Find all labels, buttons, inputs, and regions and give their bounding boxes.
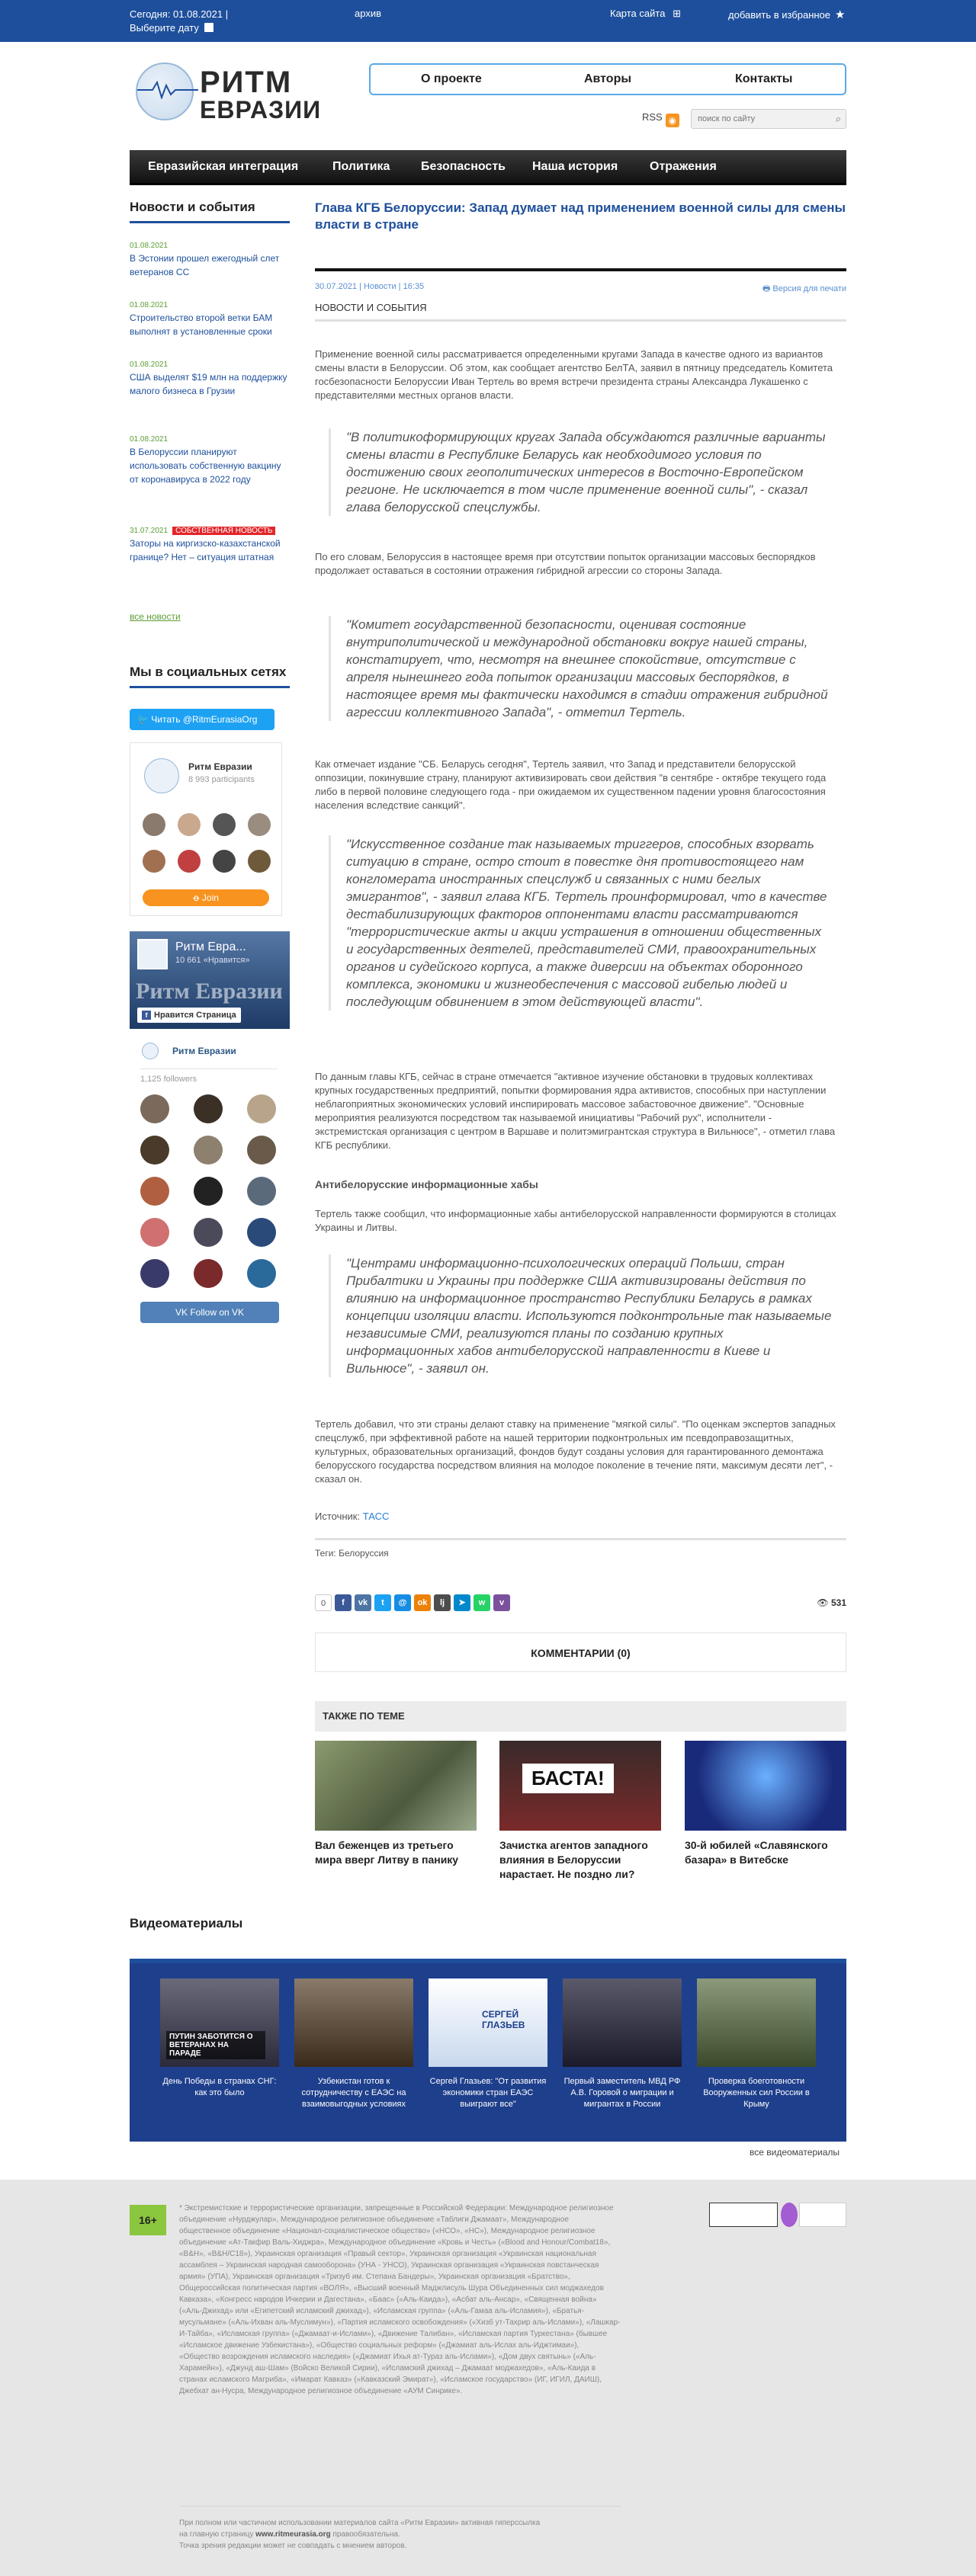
video-item[interactable]: [563, 1978, 682, 2110]
follower-avatar: [247, 1259, 276, 1288]
footer-disclaimer: * Экстремистские и террористические организации, запрещенные в Российской Федерации: Международное религиозное объединение «Нурджулар», Международное религиозное объединение «Таблиги Джамаат», Международное общественное объединение «Национал-социалистическое общество» («НСО», «НС»), Международное религиозное объединение «Ат-Такфир Валь-Хиджра», Международное объединение «Кровь и Честь» («Blood and Honour/Combat18», «В&H», «В&H/C18»), Украинская организация «Правый сектор», Украинская организация «Украинская национальная ассамблея – Украинская народная самооборона» (УНА - УНСО), Украинская организация «Украинская повстанческая армия» (УПА), Украинская организация «Тризуб им. Степана Бандеры», Украинская организация «Братство», Общероссийская политическая партия «ВОЛЯ», «Высший военный Маджлисуль Шура Объединенных сил моджахедов Кавказа», «Конгресс народов Ичкерии и Дагестана», «Баас» («Аль-Каида»), «Асбат аль-Ансар», «Священная война» («Аль-Джихад» или «Египетский исламский джихад»), «Исламская группа» («Аль-Гамаа аль-Исламия»), «Братья-мусульмане» («Аль-Ихван аль-Муслимун»), «Партия исламского освобождения» («Хизб ут-Тахрир аль-Ислами»), «Лашкар-И-Тайба», «Исламская группа» («Джамаат-и-Ислами»), «Движение Талибан», «Исламская партия Туркестана» (бывшее «Исламское движение Узбекистана»), «Общество социальных реформ» («Джамиат аль-Ислах аль-Иджтимаи»), «Общество возрождения исламского наследия» («Джамиат Ихья ат-Тураз аль-Ислами»), «Дом двух святынь» («Аль-Харамейн»), «Джунд аш-Шам» (Войско Великой Сирии), «Исламский джихад – Джамаат моджахедов», «Аль-Каида в странах исламского Магриба», «Имарат Кавказ» («Кавказский Эмират»), «Исламское государство» (ИГ, ИГИЛ, ДАИШ), Джебхат ан-Нусра, Международное религиозное объединение «АУМ Синрике».: [179, 2204, 621, 2395]
article-rubric: НОВОСТИ И СОБЫТИЯ: [315, 302, 846, 322]
pulse-line-icon: [137, 81, 198, 99]
related-item[interactable]: [499, 1741, 661, 1882]
member-avatar: [213, 813, 236, 836]
ok-avatar: [144, 758, 179, 793]
nav-security[interactable]: Безопасность: [421, 160, 506, 173]
member-avatar: [178, 813, 201, 836]
top-nav: [369, 63, 846, 95]
quote-4: "Центрами информационно-психологических операций Польши, стран Прибалтики и Украины при поддержке США активизированы действия по влиянию на информационное пространство Республики Беларусь в рамках концепции изоляции власти. Используются подконтрольные так называемые независимые СМИ, реализуются планы по созданию крупных информационных хабов антибелорусской направленности в Киеве и Вильнюсе", - заявил он.: [329, 1254, 832, 1377]
facebook-widget[interactable]: [130, 931, 290, 1029]
liveinternet-counter[interactable]: [709, 2203, 778, 2227]
video-thumbnail-caption: СЕРГЕЙ ГЛАЗЬЕВ: [482, 2009, 525, 2030]
nav-politics[interactable]: Политика: [332, 160, 390, 173]
video-thumbnail[interactable]: [563, 1978, 682, 2067]
telegram-share-icon[interactable]: ➤: [454, 1594, 470, 1611]
rss-icon: ◉: [666, 114, 679, 127]
news-title[interactable]: США выделят $19 млн на поддержку малого бизнеса в Грузии: [130, 372, 287, 396]
calendar-icon[interactable]: [204, 23, 214, 32]
counters: [709, 2203, 846, 2228]
video-title[interactable]: Проверка боеготовности Вооруженных сил России в Крыму: [703, 2077, 810, 2109]
tags: [315, 1538, 846, 1559]
ok-join-button[interactable]: [143, 889, 269, 906]
section-heading: Антибелорусские информационные хабы: [315, 1178, 538, 1190]
follower-avatar: [247, 1177, 276, 1206]
related-title[interactable]: 30-й юбилей «Славянского базара» в Витебске: [685, 1839, 828, 1866]
facebook-share-icon[interactable]: f: [335, 1594, 352, 1611]
share-bar: [315, 1594, 846, 1614]
viber-share-icon[interactable]: v: [493, 1594, 510, 1611]
related-image[interactable]: [315, 1741, 477, 1831]
follower-avatar: [140, 1136, 169, 1165]
vk-widget: [130, 1043, 290, 1424]
ok-participants: 8 993 participants: [188, 775, 255, 784]
member-avatar: [248, 813, 271, 836]
video-thumbnail[interactable]: [429, 1978, 547, 2067]
rss-label: RSS: [642, 111, 663, 123]
search-icon[interactable]: ⌕: [835, 113, 841, 124]
follower-avatar: [194, 1177, 223, 1206]
video-thumbnail-caption: ПУТИН ЗАБОТИТСЯ О ВЕТЕРАНАХ НА ПАРАДЕ: [166, 2031, 265, 2059]
whatsapp-share-icon[interactable]: w: [474, 1594, 490, 1611]
paragraph-1: Применение военной силы рассматривается определенными кругами Запада в качестве одного из вариантов смены власти в Белоруссии. Об этом, как сообщает агентство БелТА, заявил в пятницу председатель Комитета госбезопасности Белоруссии Иван Тертель во время встречи президента страны Александра Лукашенко с представителями местных органов власти.: [315, 348, 833, 401]
tags-label: Теги:: [315, 1548, 336, 1559]
follower-avatar: [140, 1259, 169, 1288]
twitter-label: Читать @RitmEurasiaOrg: [151, 714, 258, 725]
video-thumbnail[interactable]: [160, 1978, 279, 2067]
news-title[interactable]: Строительство второй ветки БАМ выполнят в установленные сроки: [130, 312, 273, 337]
news-title[interactable]: В Белоруссии планируют использовать собственную вакцину от коронавируса в 2022 году: [130, 447, 281, 485]
footer-copyright: [179, 2506, 621, 2552]
nav-contacts[interactable]: Контакты: [735, 72, 793, 85]
fb-page-name[interactable]: Ритм Евра...: [175, 940, 246, 953]
share-count: 0: [315, 1594, 332, 1611]
news-date: 01.08.2021: [130, 435, 169, 444]
fb-page-avatar: [137, 939, 168, 969]
main-nav: [130, 150, 846, 185]
sitemap-label: Карта сайта: [610, 8, 666, 19]
sitemap-icon: ⊞: [673, 8, 681, 19]
comments-button[interactable]: КОММЕНТАРИИ (0): [315, 1632, 846, 1672]
all-videos-link[interactable]: все видеоматериалы: [750, 2147, 840, 2158]
logo-line1: РИТМ: [200, 66, 293, 99]
follower-avatar: [247, 1094, 276, 1123]
add-favorites-link[interactable]: [728, 8, 845, 21]
videos-block: [130, 1959, 846, 2142]
age-rating-badge: 16+: [130, 2205, 166, 2235]
copyright-line2-post: правообязательна.: [332, 2530, 400, 2539]
vk-share-icon[interactable]: vk: [355, 1594, 371, 1611]
member-avatar: [143, 850, 165, 873]
news-item[interactable]: [130, 434, 290, 486]
follower-avatar: [140, 1218, 169, 1247]
video-item[interactable]: [429, 1978, 547, 2110]
fb-banner-text: Ритм Евразии: [136, 979, 283, 1004]
fb-like-label: Нравится Страница: [154, 1011, 236, 1020]
related-title[interactable]: Зачистка агентов западного влияния в Белоруссии нарастает. Не поздно ли?: [499, 1839, 648, 1880]
follower-avatar: [140, 1094, 169, 1123]
video-title[interactable]: Первый заместитель МВД РФ А.В. Горовой о миграции и мигрантах в России: [563, 2077, 681, 2109]
ok-group-name[interactable]: Ритм Евразии: [188, 761, 252, 772]
news-date: 31.07.2021: [130, 527, 169, 535]
social-section-title: Мы в социальных сетях: [130, 665, 290, 688]
nav-eurasian-integration[interactable]: Евразийская интеграция: [148, 160, 299, 173]
news-item[interactable]: [130, 526, 290, 564]
copyright-line3: Точка зрения редакции может не совпадать с мнением авторов.: [179, 2542, 407, 2550]
eye-icon: 👁: [817, 1597, 829, 1608]
printer-icon: 🖶: [762, 284, 771, 293]
vk-followers: 1,125 followers: [140, 1075, 197, 1084]
twitter-bird-icon: 🐦: [137, 714, 149, 725]
news-item[interactable]: [130, 360, 290, 398]
own-news-badge: СОБСТВЕННАЯ НОВОСТЬ: [172, 527, 275, 535]
follower-avatar: [247, 1136, 276, 1165]
date-block: Сегодня: 01.08.2021 | Выберите дату: [130, 8, 229, 34]
paragraph-3: Как отмечает издание "СБ. Беларусь сегодня", Тертель заявил, что Запад и представители белорусской оппозиции, покинувшие страну, планируют активизировать свои действия "в сентябре - октябре текущего года либо в первой половине следующего года - при ожидаемом их существенном падении уровня благосостояния населения вследствие санкций".: [315, 758, 827, 811]
related-item[interactable]: [315, 1741, 477, 1867]
follower-avatar: [194, 1094, 223, 1123]
copyright-line2-pre: на главную страницу: [179, 2530, 254, 2539]
member-avatar: [143, 813, 165, 836]
news-date: 01.08.2021: [130, 242, 169, 250]
related-item[interactable]: [685, 1741, 846, 1867]
vk-follow-label: Follow on VK: [190, 1307, 245, 1318]
favorites-label: добавить в избранное: [728, 9, 831, 21]
news-section-title: Новости и события: [130, 200, 290, 223]
related-image[interactable]: [685, 1741, 846, 1831]
ok-share-icon[interactable]: ok: [414, 1594, 431, 1611]
lj-share-icon[interactable]: lj: [434, 1594, 451, 1611]
rambler-counter[interactable]: [781, 2203, 798, 2227]
member-avatar: [248, 850, 271, 873]
follower-avatar: [140, 1177, 169, 1206]
nav-authors[interactable]: Авторы: [584, 72, 632, 85]
video-title[interactable]: Сергей Глазьев: "От развития экономики стран ЕАЭС выиграют все": [429, 2077, 547, 2109]
video-item[interactable]: [697, 1978, 816, 2110]
video-thumbnail[interactable]: [294, 1978, 413, 2067]
site-logo[interactable]: [136, 59, 322, 128]
ok-widget: [130, 742, 282, 916]
source-link[interactable]: ТАСС: [362, 1511, 390, 1522]
tag-link[interactable]: Белоруссия: [339, 1548, 389, 1559]
article-date-category[interactable]: 30.07.2021 | Новости | 16:35: [315, 282, 425, 291]
article-title: Глава КГБ Белоруссии: Запад думает над применением военной силы для смены власти в стране: [315, 200, 846, 232]
follower-avatar: [194, 1259, 223, 1288]
source: [315, 1511, 389, 1522]
quote-1: "В политикоформирующих кругах Запада обсуждаются различные варианты смены власти в Республике Беларусь как необходимого условия по достижению своих геополитических интересов в Восточно-Европейском регионе. Не исключается в том числе применение военной силы", - сказал глава белорусской спецслужбы.: [329, 428, 832, 516]
today-date: Сегодня: 01.08.2021: [130, 8, 223, 20]
ok-icon: ꝋ: [193, 892, 200, 903]
news-title[interactable]: Заторы на киргизско-казахстанской границе? Нет – ситуация штатная: [130, 538, 281, 562]
vk-avatar: [142, 1043, 159, 1059]
logo-line2: ЕВРАЗИИ: [200, 96, 322, 123]
nav-history[interactable]: Наша история: [532, 160, 618, 173]
member-avatar: [213, 850, 236, 873]
member-avatar: [178, 850, 201, 873]
news-item[interactable]: [130, 300, 290, 338]
twitter-follow-button[interactable]: [130, 709, 274, 730]
facebook-icon: f: [142, 1011, 151, 1020]
nav-about[interactable]: О проекте: [421, 72, 482, 85]
news-item[interactable]: [130, 241, 290, 279]
search-box: [691, 109, 846, 129]
select-date-link[interactable]: Выберите дату: [130, 22, 199, 34]
rss-link[interactable]: [642, 111, 679, 127]
views-count: 531: [830, 1597, 846, 1608]
vk-follow-button[interactable]: [140, 1302, 279, 1323]
mail-share-icon[interactable]: @: [394, 1594, 411, 1611]
news-date: 01.08.2021: [130, 301, 169, 309]
sitemap-link[interactable]: [610, 8, 681, 20]
video-title[interactable]: День Победы в странах СНГ: как это было: [162, 2077, 277, 2097]
follower-avatar: [194, 1218, 223, 1247]
yandex-counter[interactable]: [799, 2203, 846, 2227]
print-version-link[interactable]: [762, 282, 846, 296]
paragraph-4: По данным главы КГБ, сейчас в стране отмечается "активное изучение обстановки в трудовых коллективах крупных государственных предприятий, попытки формирования ядра активистов, способных при наступлении неблагоприятных экономических условий инспирировать массовое забастовочное движение". "Основные мероприятия реализуются посредством так называемой инициативы "Рабочий рух", исполнители - экстремистская организация с центром в Варшаве и политэмигрантская структура в Вильнюсе", - отметил глава КГБ республики.: [315, 1071, 836, 1151]
ok-join-label: Join: [201, 892, 219, 903]
related-title[interactable]: Вал беженцев из третьего мира вверг Литву в панику: [315, 1839, 459, 1866]
paragraph-2: По его словам, Белоруссия в настоящее время при отсутствии попыток организации массовых беспорядков продолжает оставаться в состоянии отражения гибридной агрессии со стороны Запада.: [315, 551, 816, 576]
site-link[interactable]: www.ritmeurasia.org: [255, 2530, 331, 2539]
fb-like-page-button[interactable]: [137, 1008, 241, 1023]
all-news-link[interactable]: все новости: [130, 611, 181, 622]
quote-2: "Комитет государственной безопасности, оценивая состояние внутриполитической и международной обстановки вокруг нашей страны, констатирует, что, несмотря на внешнее спокойствие, отсутствие с апреля нынешнего года попыток организации массовых беспорядков, в настоящее время мы фактически находимся в стадии отражения гибридной агрессии коллективного Запада", - отметил Тертель.: [329, 616, 832, 721]
video-item[interactable]: [160, 1978, 279, 2099]
search-input[interactable]: [692, 110, 821, 128]
video-title[interactable]: Узбекистан готов к сотрудничеству с ЕАЭС на взаимовыгодных условиях: [301, 2077, 406, 2109]
archive-link[interactable]: архив: [355, 8, 381, 19]
related-image-caption: БАСТА!: [522, 1764, 614, 1793]
copyright-line1: При полном или частичном использовании материалов сайта «Ритм Евразии» активная гиперссылка: [179, 2519, 541, 2527]
videos-title: Видеоматериалы: [130, 1916, 243, 1930]
vk-group-name[interactable]: Ритм Евразии: [172, 1046, 236, 1056]
related-header: ТАКЖЕ ПО ТЕМЕ: [315, 1701, 846, 1732]
vk-icon: VK: [175, 1307, 188, 1318]
views-counter: [817, 1597, 846, 1608]
quote-3: "Искусственное создание так называемых триггеров, способных взорвать ситуацию в стране, остро стоит в повестке дня противостоящего нам конгломерата иностранных спецслужб и связанных с ними беглых эмигрантов", - заявил глава КГБ. Тертель проинформировал, что в качестве дестабилизирующих факторов оппонентами власти рассматриваются "террористические акты и акции устрашения в отношении общественных и государственных деятелей, представителей СМИ, правоохранительных органов и судейского корпуса, а также диверсии на объектах оборонного комплекса, экономики и жизнеобеспечения с массовой гибелью людей и последующим обвинением в этом действующей власти".: [329, 835, 832, 1011]
print-label: Версия для печати: [772, 284, 846, 293]
news-date: 01.08.2021: [130, 360, 169, 369]
twitter-share-icon[interactable]: t: [374, 1594, 391, 1611]
paragraph-5: Тертель также сообщил, что информационные хабы антибелорусской направленности формируются в столицах Украины и Литвы.: [315, 1208, 836, 1233]
fb-likes: 10 661 «Нравится»: [175, 956, 250, 965]
top-bar: [0, 0, 976, 42]
video-thumbnail[interactable]: [697, 1978, 816, 2067]
video-item[interactable]: [294, 1978, 413, 2110]
follower-avatar: [247, 1218, 276, 1247]
article-meta: [315, 268, 846, 291]
related-image[interactable]: [499, 1741, 661, 1831]
news-title[interactable]: В Эстонии прошел ежегодный слет ветеранов СС: [130, 253, 280, 277]
nav-reflections[interactable]: Отражения: [650, 160, 717, 173]
source-label: Источник:: [315, 1511, 361, 1522]
follower-avatar: [194, 1136, 223, 1165]
paragraph-6: Тертель добавил, что эти страны делают ставку на применение "мягкой силы". "По оценкам экспертов западных спецслужб, при эффективной работе на нашей территории подконтрольных им псевдоправозащитных, культурных, образовательных организаций, фондов будут созданы условия для гарантированного демонтажа белорусского государства посредством влияния на молодое поколение в течение пяти, максимум десяти лет", - сказал он.: [315, 1418, 836, 1485]
star-icon: ★: [835, 8, 846, 21]
